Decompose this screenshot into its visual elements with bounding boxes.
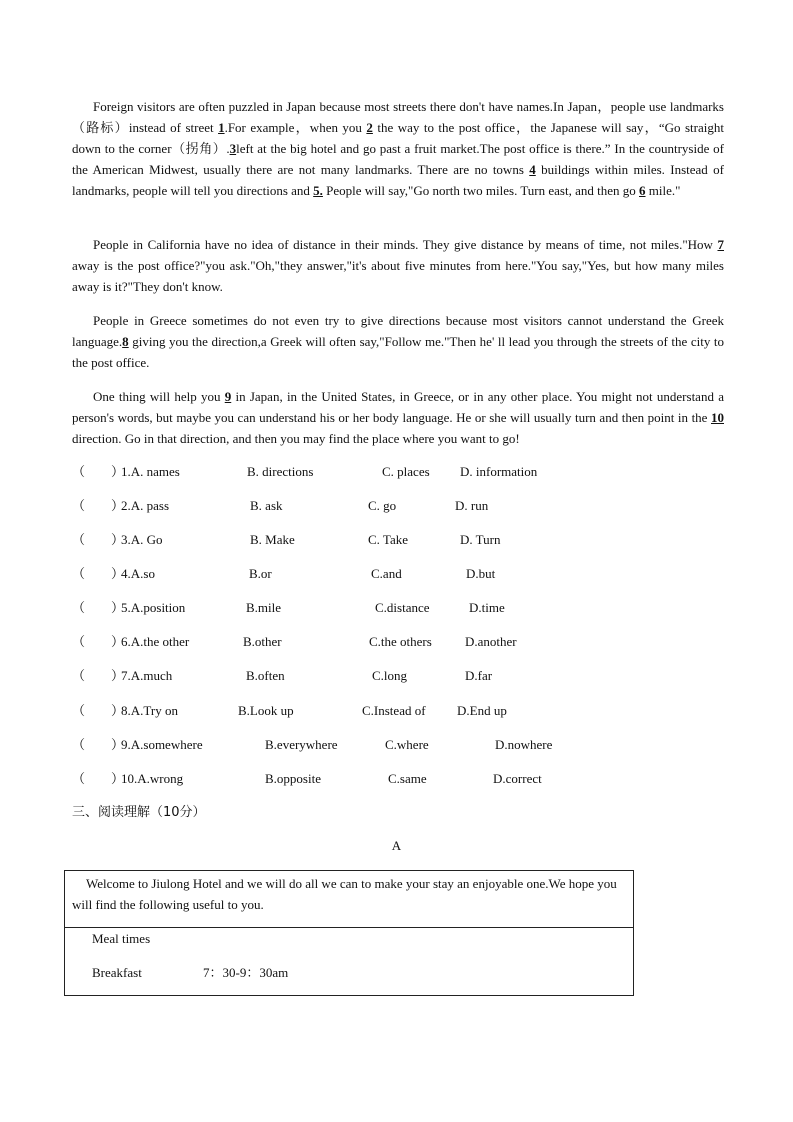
option-b: B. Make	[250, 532, 295, 547]
option-a: 9.A.somewhere	[121, 737, 203, 752]
option-d: D.End up	[457, 703, 507, 718]
blank-7: 7	[717, 237, 724, 252]
option-a: 8.A.Try on	[121, 703, 178, 718]
option-d: D. information	[460, 464, 538, 479]
blank-3: 3	[229, 141, 237, 156]
text: People in Greece sometimes do not even try to give directions because most visitors cannot understand the Greek language.	[72, 313, 724, 349]
answer-paren[interactable]: （ ）	[72, 771, 125, 786]
option-a: 7.A.much	[121, 668, 173, 683]
answer-paren[interactable]: （ ）	[72, 566, 125, 581]
option-b: B.other	[243, 634, 282, 649]
blank-6: 6	[639, 183, 646, 198]
passage-paragraph-2	[72, 234, 724, 297]
question-row	[72, 701, 732, 721]
answer-paren[interactable]: （ ）	[72, 703, 125, 718]
blank-1: 1	[218, 120, 225, 135]
text: .For example，when you	[224, 120, 367, 135]
option-b: B.opposite	[265, 771, 321, 786]
blank-10: 10	[711, 410, 724, 425]
option-a: 4.A.so	[121, 566, 155, 581]
option-a: 6.A.the other	[121, 634, 190, 649]
question-row	[72, 666, 732, 686]
answer-paren[interactable]: （ ）	[72, 532, 125, 547]
option-b: B.mile	[246, 600, 282, 615]
option-d: D. Turn	[460, 532, 501, 547]
blank-5: 5.	[313, 183, 323, 198]
option-b: B. directions	[247, 464, 314, 479]
answer-paren[interactable]: （ ）	[72, 464, 125, 479]
passage-paragraph-1	[72, 96, 724, 201]
section-title: 三、阅读理解（10分）	[72, 805, 206, 820]
text: away is the post office?"you ask."Oh,"they answer,"it's about five minutes from here."You say,"Yes, but how many miles away is it?"They don't know.	[72, 258, 724, 294]
text: One thing will help you	[93, 389, 225, 404]
option-c: C.and	[371, 566, 402, 581]
text: Foreign visitors are often puzzled in Japan because most streets there don't have names.In Japan，people use landmarks（路标）instead of street	[72, 99, 724, 135]
text: the way to the post office，the Japanese will say，“Go straight down to the corner（拐角）.	[72, 120, 724, 156]
option-d: D.but	[466, 566, 496, 581]
option-c: C.where	[385, 737, 429, 752]
text: Welcome to Jiulong Hotel and we will do all we can to make your stay an enjoyable one.We hope you will find the following useful to you.	[72, 876, 617, 912]
option-c: C.the others	[369, 634, 432, 649]
option-c: C. places	[382, 464, 430, 479]
text: left at the big hotel and go past a fruit market.The post office is there.” In the countryside of the American Midwest, usually there are not many landmarks. There are no towns	[72, 141, 724, 177]
answer-paren[interactable]: （ ）	[72, 498, 125, 513]
option-c: C. Take	[368, 532, 409, 547]
option-a: 2.A. pass	[121, 498, 170, 513]
text: People will say,"Go north two miles. Turn east, and then go	[322, 183, 640, 198]
option-b: B.Look up	[238, 703, 294, 718]
option-b: B. ask	[250, 498, 283, 513]
option-c: C.Instead of	[362, 703, 426, 718]
hotel-info-table	[64, 870, 634, 996]
answer-paren[interactable]: （ ）	[72, 668, 125, 683]
question-row	[72, 530, 732, 550]
welcome-row	[65, 871, 633, 928]
question-row	[72, 598, 732, 618]
option-c: C.distance	[375, 600, 430, 615]
passage-paragraph-3	[72, 310, 724, 373]
blank-8: 8	[122, 334, 129, 349]
part-label: A	[391, 838, 402, 853]
option-a: 1.A. names	[121, 464, 180, 479]
answer-paren[interactable]: （ ）	[72, 737, 125, 752]
option-d: D.correct	[493, 771, 542, 786]
question-row	[72, 632, 732, 652]
option-b: B.often	[246, 668, 285, 683]
question-row	[72, 496, 732, 516]
option-d: D.far	[465, 668, 493, 683]
passage-paragraph-4	[72, 386, 724, 449]
breakfast-label: Breakfast	[92, 965, 142, 980]
answer-paren[interactable]: （ ）	[72, 634, 125, 649]
question-row	[72, 735, 732, 755]
option-d: D.nowhere	[495, 737, 553, 752]
option-d: D.another	[465, 634, 517, 649]
text: buildings within miles. Instead of landmarks, people will tell you directions and	[72, 162, 725, 198]
question-row	[72, 769, 732, 789]
option-d: D. run	[455, 498, 489, 513]
option-c: C.same	[388, 771, 427, 786]
option-d: D.time	[469, 600, 505, 615]
option-a: 3.A. Go	[121, 532, 163, 547]
meal-times-label: Meal times	[92, 931, 151, 946]
text: giving you the direction,a Greek will often say,"Follow me."Then he' ll lead you through the streets of the city to the post office.	[72, 334, 724, 370]
option-c: C.long	[372, 668, 408, 683]
text: People in California have no idea of distance in their minds. They give distance by means of time, not miles."How	[93, 237, 718, 252]
option-a: 10.A.wrong	[121, 771, 184, 786]
option-a: 5.A.position	[121, 600, 186, 615]
option-b: B.everywhere	[265, 737, 338, 752]
welcome-text	[72, 873, 628, 915]
breakfast-time: 7：30-9：30am	[203, 965, 289, 980]
text: in Japan, in the United States, in Greece, or in any other place. You might not understand a person's words, but maybe you can understand his or her body language. He or she will usually turn and then point in the	[72, 389, 724, 425]
blank-9: 9	[224, 389, 232, 404]
option-b: B.or	[249, 566, 272, 581]
answer-paren[interactable]: （ ）	[72, 600, 125, 615]
text: direction. Go in that direction, and then you may find the place where you want to go!	[72, 431, 520, 446]
question-row	[72, 564, 732, 584]
text: mile."	[645, 183, 681, 198]
option-c: C. go	[368, 498, 397, 513]
blank-4: 4	[529, 162, 536, 177]
question-row	[72, 462, 732, 482]
blank-2: 2	[366, 120, 373, 135]
